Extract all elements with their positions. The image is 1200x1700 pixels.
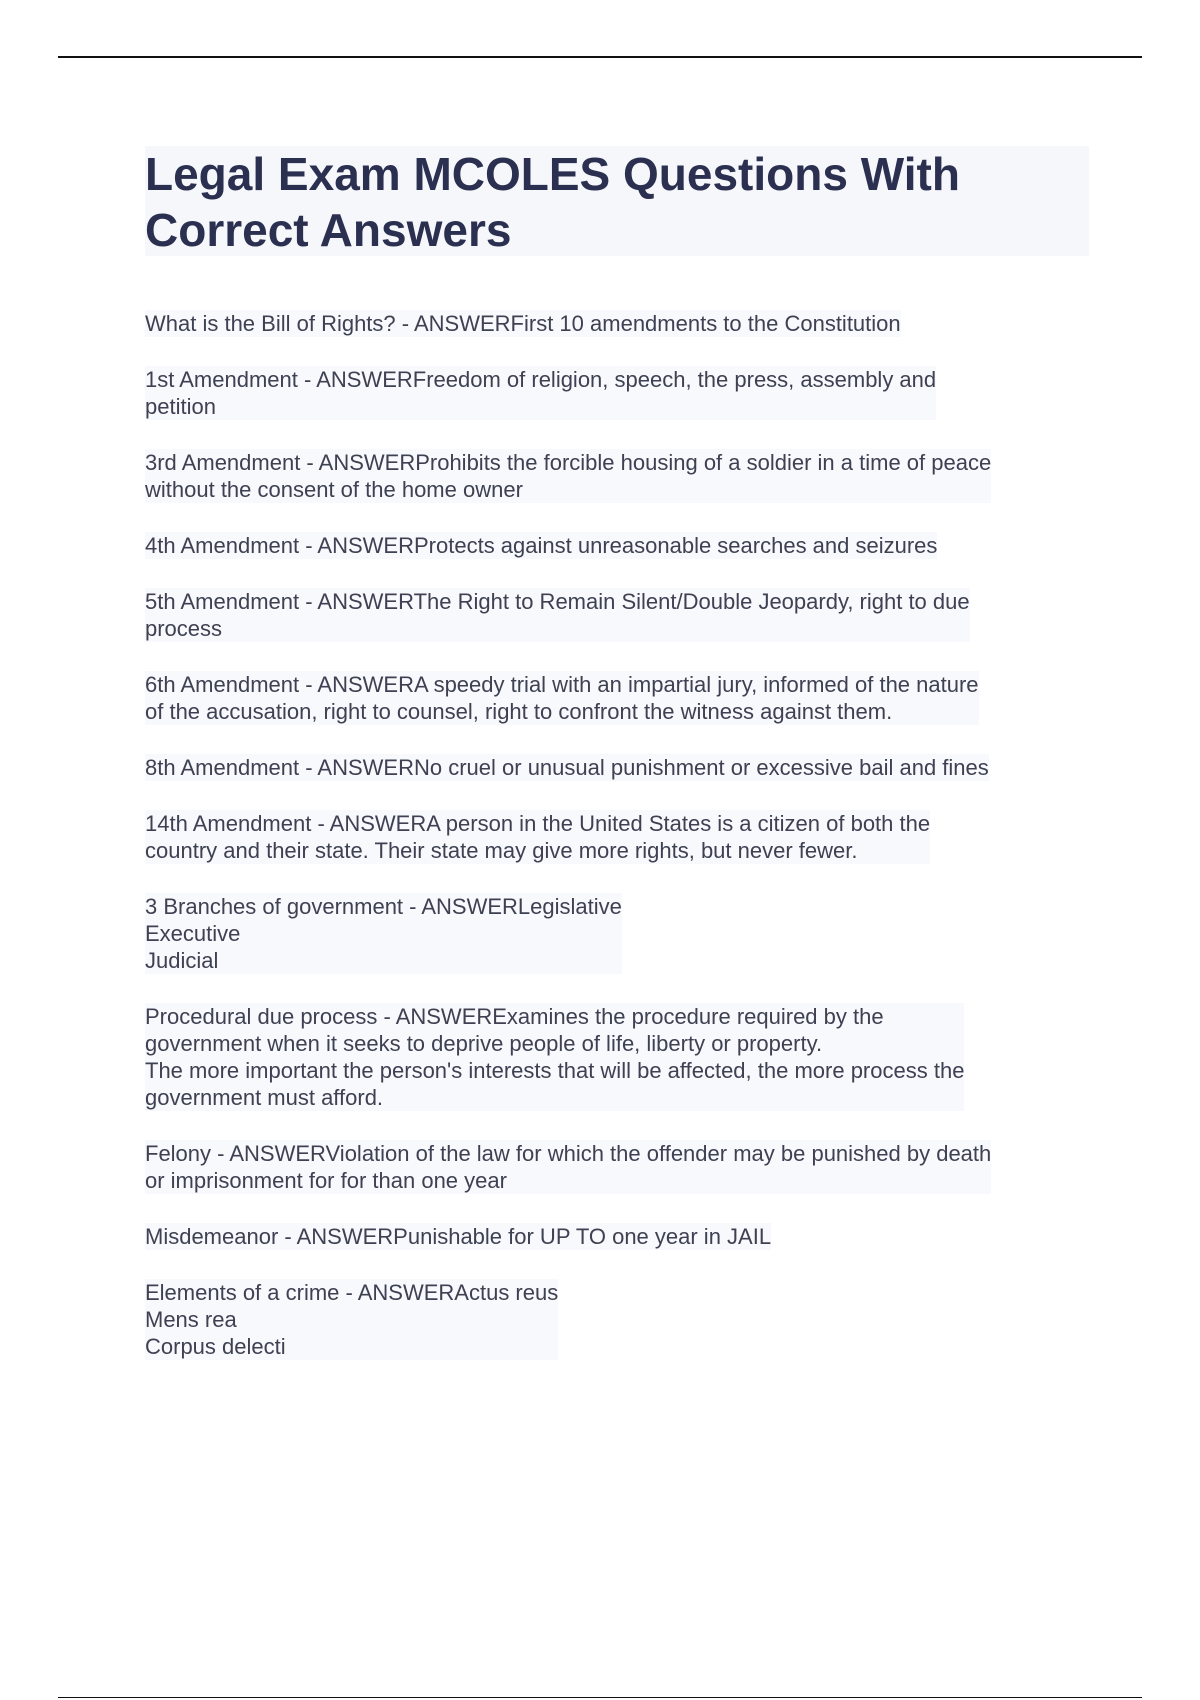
top-rule (58, 56, 1142, 58)
qa-entry-4th-amendment: 4th Amendment - ANSWERProtects against unreasonable searches and seizures (145, 533, 938, 558)
qa-entry-1st-amendment: 1st Amendment - ANSWERFreedom of religion, speech, the press, assembly and petition (145, 367, 937, 419)
qa-entry-bill-of-rights: What is the Bill of Rights? - ANSWERFirst 10 amendments to the Constitution (145, 311, 901, 336)
qa-entry-elements-of-a-crime: Elements of a crime - ANSWERActus reus Mens rea Corpus delecti (145, 1280, 559, 1359)
qa-entry-procedural-due-process: Procedural due process - ANSWERExamines the procedure required by the government when it seeks to deprive people of life, liberty or property. The more important the person's interests that will be affected, the more process the government must afford. (145, 1004, 965, 1110)
qa-entry-felony: Felony - ANSWERViolation of the law for which the offender may be punished by death or imprisonment for for than one year (145, 1141, 992, 1193)
qa-entry-misdemeanor: Misdemeanor - ANSWERPunishable for UP TO one year in JAIL (145, 1224, 772, 1249)
qa-entry-14th-amendment: 14th Amendment - ANSWERA person in the United States is a citizen of both the country and their state. Their state may give more rights, but never fewer. (145, 811, 931, 863)
qa-list (145, 310, 1089, 1389)
qa-entry-branches-of-government: 3 Branches of government - ANSWERLegislative Executive Judicial (145, 894, 622, 973)
qa-entry-5th-amendment: 5th Amendment - ANSWERThe Right to Remain Silent/Double Jeopardy, right to due process (145, 589, 970, 641)
qa-entry-8th-amendment: 8th Amendment - ANSWERNo cruel or unusual punishment or excessive bail and fines (145, 755, 989, 780)
qa-entry-6th-amendment: 6th Amendment - ANSWERA speedy trial with an impartial jury, informed of the nature of the accusation, right to counsel, right to confront the witness against them. (145, 672, 979, 724)
page-title: Legal Exam MCOLES Questions With Correct Answers (145, 148, 960, 256)
bottom-rule (58, 1697, 1142, 1698)
title-block (145, 146, 1089, 256)
qa-entry-3rd-amendment: 3rd Amendment - ANSWERProhibits the forcible housing of a soldier in a time of peace without the consent of the home owner (145, 450, 992, 502)
